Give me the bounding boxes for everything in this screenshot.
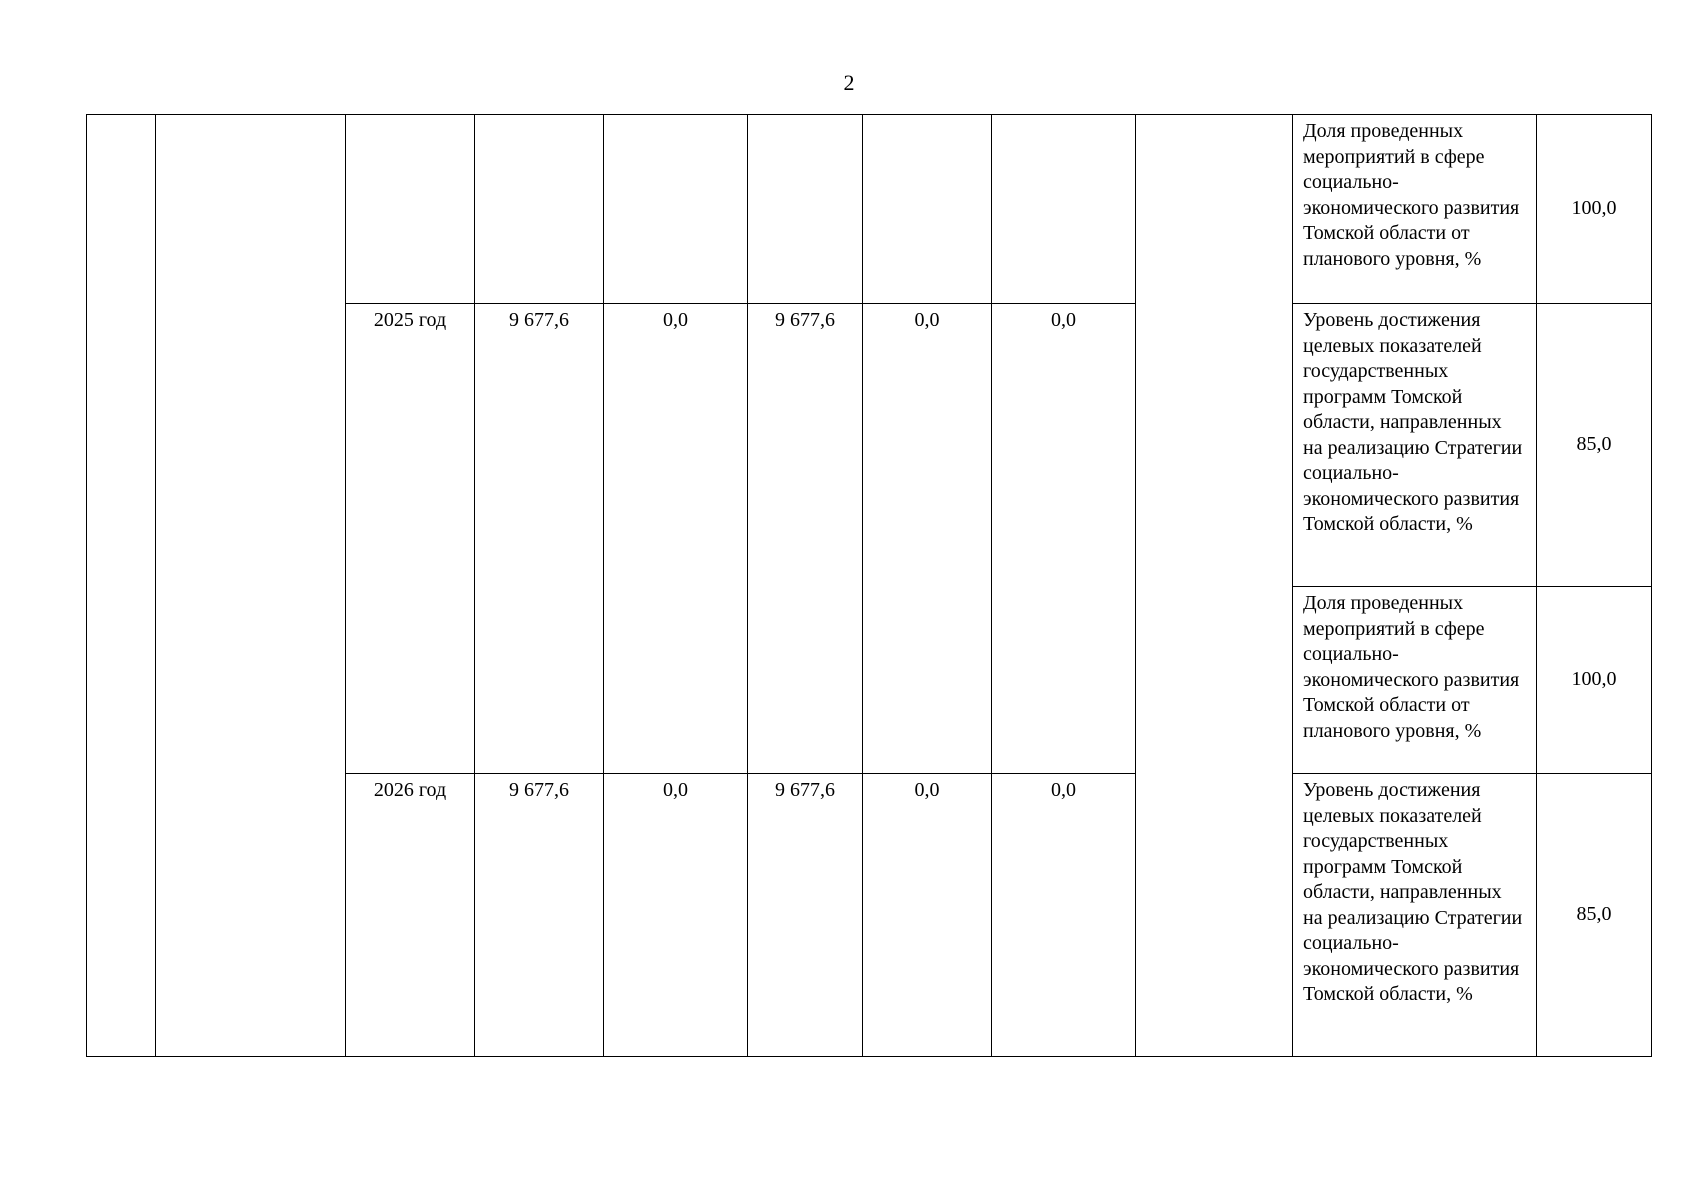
indicator-value: 85,0	[1537, 304, 1652, 587]
cell-local: 0,0	[863, 774, 992, 1057]
cell-year	[346, 115, 475, 304]
indicator-name: Уровень достижения целевых показателей государственных программ Томской области, направленных на реализацию Стратегии социально-экономического развития Томской области, %	[1293, 774, 1537, 1057]
indicator-name: Доля проведенных мероприятий в сфере социально-экономического развития Томской области от планового уровня, %	[1293, 115, 1537, 304]
indicator-name: Уровень достижения целевых показателей государственных программ Томской области, направленных на реализацию Стратегии социально-экономического развития Томской области, %	[1293, 304, 1537, 587]
cell-total: 9 677,6	[475, 774, 604, 1057]
cell-federal: 0,0	[604, 774, 748, 1057]
cell-number	[87, 115, 156, 1057]
cell-event-name	[156, 115, 346, 1057]
financing-table	[86, 114, 1652, 1057]
indicator-value: 85,0	[1537, 774, 1652, 1057]
cell-year: 2025 год	[346, 304, 475, 774]
indicator-value: 100,0	[1537, 115, 1652, 304]
cell-federal: 0,0	[604, 304, 748, 774]
cell-regional	[748, 115, 863, 304]
cell-local	[863, 115, 992, 304]
cell-total	[475, 115, 604, 304]
cell-regional: 9 677,6	[748, 304, 863, 774]
cell-other	[992, 115, 1136, 304]
cell-participant	[1136, 115, 1293, 1057]
cell-other: 0,0	[992, 774, 1136, 1057]
cell-local: 0,0	[863, 304, 992, 774]
cell-federal	[604, 115, 748, 304]
cell-year: 2026 год	[346, 774, 475, 1057]
indicator-value: 100,0	[1537, 587, 1652, 774]
cell-regional: 9 677,6	[748, 774, 863, 1057]
cell-total: 9 677,6	[475, 304, 604, 774]
page-number: 2	[843, 70, 855, 95]
table-row	[87, 115, 1652, 304]
indicator-name: Доля проведенных мероприятий в сфере социально-экономического развития Томской области от планового уровня, %	[1293, 587, 1537, 774]
cell-other: 0,0	[992, 304, 1136, 774]
